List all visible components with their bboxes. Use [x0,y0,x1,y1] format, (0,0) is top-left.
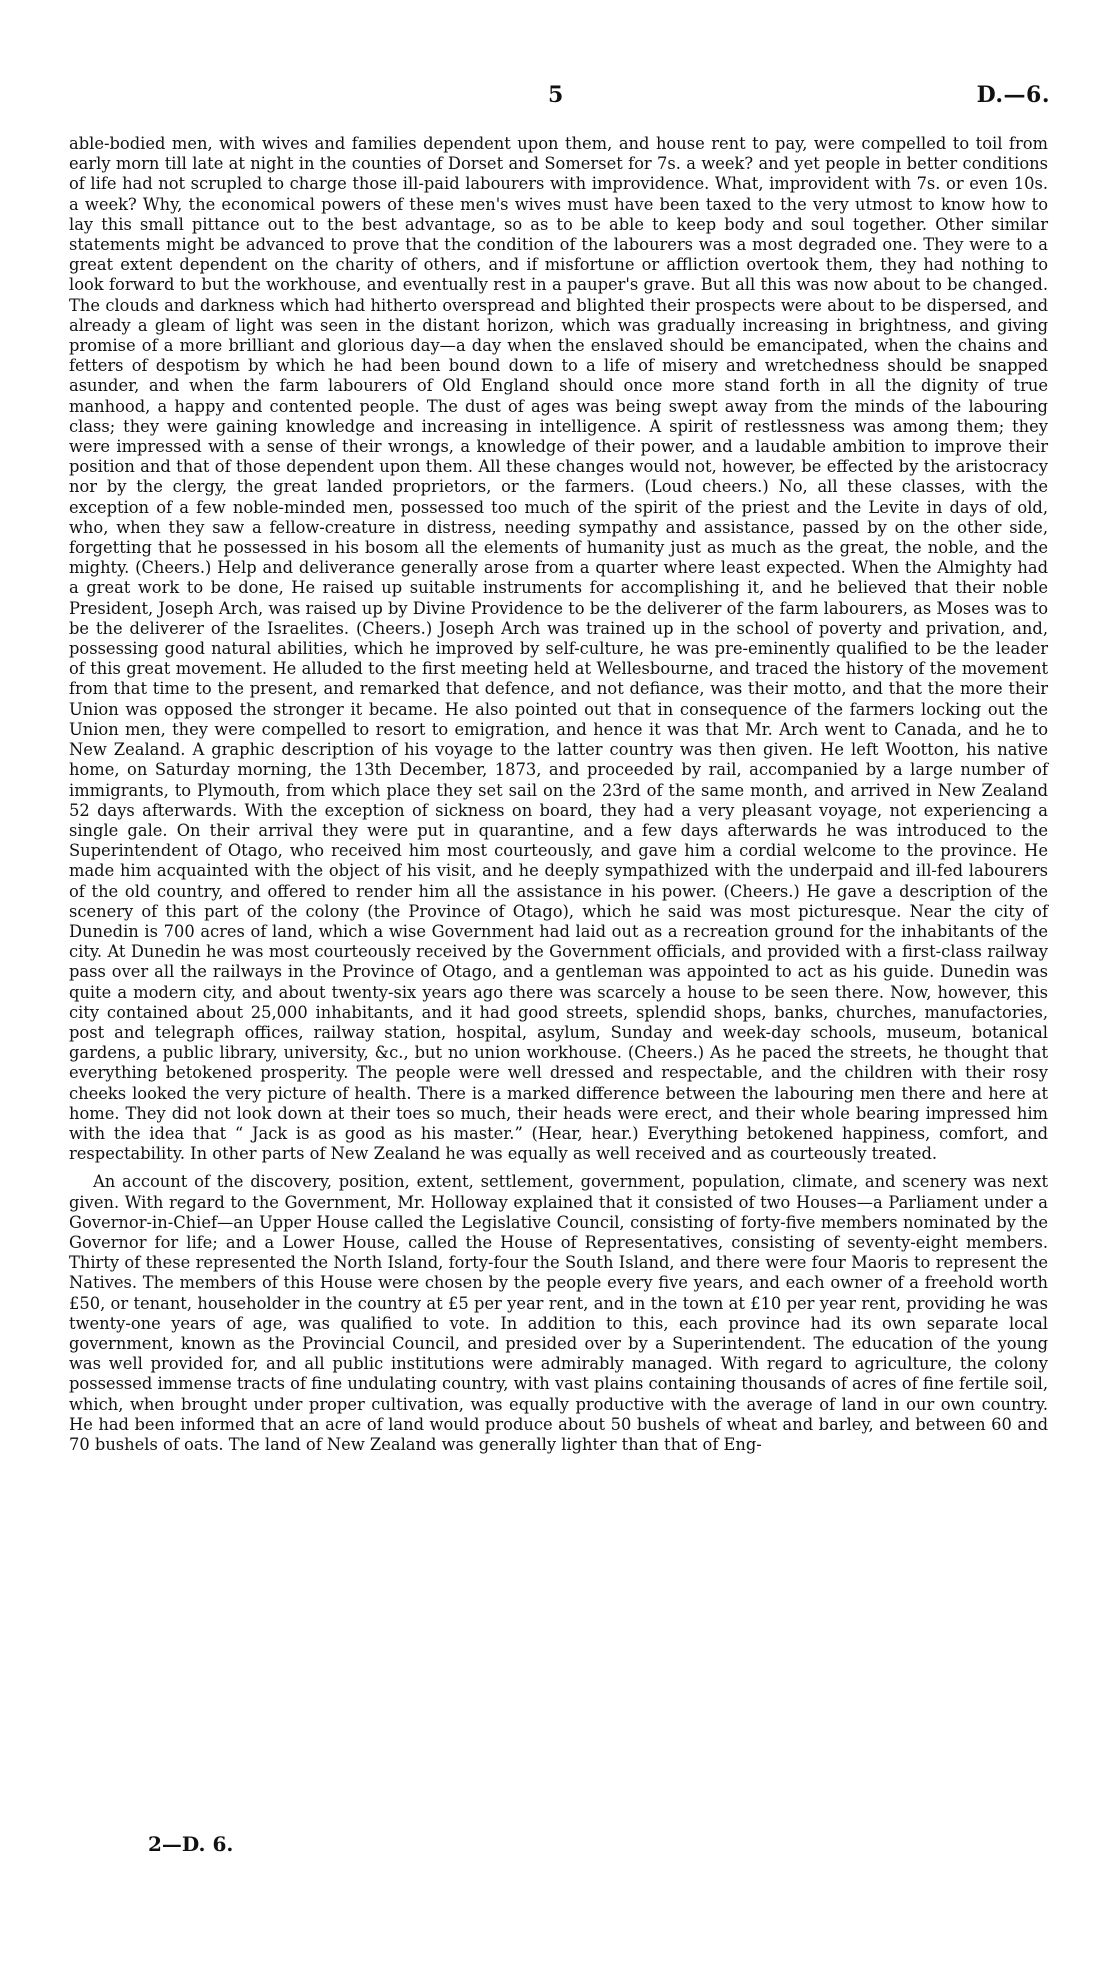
page-header [0,82,1114,112]
body-text [69,134,1048,1455]
paragraph-1: able-bodied men, with wives and families dependent upon them, and house rent to pay, were compelled to toil from early morn till late at night in the counties of Dorset and Somerset for 7s. a week? and yet people in better conditions of life had not scrupled to charge those ill-paid labourers with improvidence. What, improvident with 7s. or even 10s. a week? Why, the economical powers of these men's wives must have been taxed to the very utmost to know how to lay this small pittance out to the best advantage, so as to be able to keep body and soul together. Other similar statements might be advanced to prove that the condition of the labourers was a most degraded one. They were to a great extent dependent on the charity of others, and if misfortune or affliction overtook them, they had nothing to look forward to but the workhouse, and eventually rest in a pauper's grave. But all this was now about to be changed. The clouds and darkness which had hitherto overspread and blighted their prospects were about to be dispersed, and already a gleam of light was seen in the distant horizon, which was gradually increasing in brightness, and giving promise of a more brilliant and glorious day—a day when the enslaved should be emancipated, when the chains and fetters of despotism by which he had been bound down to a life of misery and wretchedness should be snapped asunder, and when the farm labourers of Old England should once more stand forth in all the dignity of true manhood, a happy and contented people. The dust of ages was being swept away from the minds of the labouring class; they were gaining knowledge and increasing in intelligence. A spirit of restlessness was among them; they were impressed with a sense of their wrongs, a knowledge of their power, and a laudable ambition to improve their position and that of those dependent upon them. All these changes would not, however, be effected by the aristocracy nor by the clergy, the great landed proprietors, or the farmers. (Loud cheers.) No, all these classes, with the exception of a few noble-minded men, possessed too much of the spirit of the priest and the Levite in days of old, who, when they saw a fellow-creature in distress, needing sympathy and assistance, passed by on the other side, forgetting that he possessed in his bosom all the elements of humanity just as much as the great, the noble, and the mighty. (Cheers.) Help and deliverance generally arose from a quarter where least expected. When the Almighty had a great work to be done, He raised up suitable instruments for accomplishing it, and he believed that their noble President, Joseph Arch, was raised up by Divine Providence to be the deliverer of the farm labourers, as Moses was to be the deliverer of the Israelites. (Cheers.) Joseph Arch was trained up in the school of poverty and privation, and, possessing good natural abilities, which he improved by self-culture, he was pre-eminently qualified to be the leader of this great movement. He alluded to the first meeting held at Wellesbourne, and traced the history of the movement from that time to the present, and remarked that defence, and not defiance, was their motto, and that the more their Union was opposed the stronger it became. He also pointed out that in consequence of the farmers locking out the Union men, they were compelled to resort to emigration, and hence it was that Mr. Arch went to Canada, and he to New Zealand. A graphic description of his voyage to the latter country was then given. He left Wootton, his native home, on Saturday morning, the 13th December, 1873, and proceeded by rail, accompanied by a large number of immigrants, to Plymouth, from which place they set sail on the 23rd of the same month, and arrived in New Zealand 52 days afterwards. With the exception of sickness on board, they had a very pleasant voyage, not experiencing a single gale. On their arrival they were put in quarantine, and a few days afterwards he was introduced to the Superintendent of Otago, who received him most courteously, and gave him a cordial welcome to the province. He made him acquainted with the object of his visit, and he deeply sympathized with the underpaid and ill-fed labourers of the old country, and offered to render him all the assistance in his power. (Cheers.) He gave a description of the scenery of this part of the colony (the Province of Otago), which he said was most picturesque. Near the city of Dunedin is 700 acres of land, which a wise Government had laid out as a recreation ground for the inhabitants of the city. At Dunedin he was most courteously received by the Government officials, and provided with a first-class railway pass over all the railways in the Province of Otago, and a gentleman was appointed to act as his guide. Dunedin was quite a modern city, and about twenty-six years ago there was scarcely a house to be seen there. Now, however, this city contained about 25,000 inhabitants, and it had good streets, splendid shops, banks, churches, manufactories, post and telegraph offices, railway station, hospital, asylum, Sunday and week-day schools, museum, botanical gardens, a public library, university, &c., but no union workhouse. (Cheers.) As he paced the streets, he thought that everything betokened prosperity. The people were well dressed and respectable, and the children with their rosy cheeks looked the very picture of health. There is a marked difference between the labouring men there and here at home. They did not look down at their toes so much, their heads were erect, and their whole bearing impressed him with the idea that “ Jack is as good as his master.” (Hear, hear.) Everything betokened happiness, comfort, and respectability. In other parts of New Zealand he was equally as well received and as courteously treated. [69,134,1048,1164]
page-number: 5 [548,82,564,108]
document-reference: D.—6. [976,82,1050,108]
paragraph-2: An account of the discovery, position, extent, settlement, government, population, climate, and scenery was next given. With regard to the Government, Mr. Holloway explained that it consisted of two Houses—a Parliament under a Governor-in-Chief—an Upper House called the Legislative Council, consisting of forty-five members nominated by the Governor for life; and a Lower House, called the House of Representatives, consisting of seventy-eight members. Thirty of these represented the North Island, forty-four the South Island, and there were four Maoris to represent the Natives. The members of this House were chosen by the people every five years, and each owner of a freehold worth £50, or tenant, householder in the country at £5 per year rent, and in the town at £10 per year rent, providing he was twenty-one years of age, was qualified to vote. In addition to this, each province had its own separate local government, known as the Provincial Council, and presided over by a Superintendent. The education of the young was well provided for, and all public institutions were admirably managed. With regard to agriculture, the colony possessed immense tracts of fine undulating country, with vast plains containing thousands of acres of fine fertile soil, which, when brought under proper cultivation, was equally productive with the average of land in our own country. He had been informed that an acre of land would produce about 50 bushels of wheat and barley, and between 60 and 70 bushels of oats. The land of New Zealand was generally lighter than that of Eng- [69,1172,1048,1454]
signature-mark: 2—D. 6. [148,1832,234,1856]
